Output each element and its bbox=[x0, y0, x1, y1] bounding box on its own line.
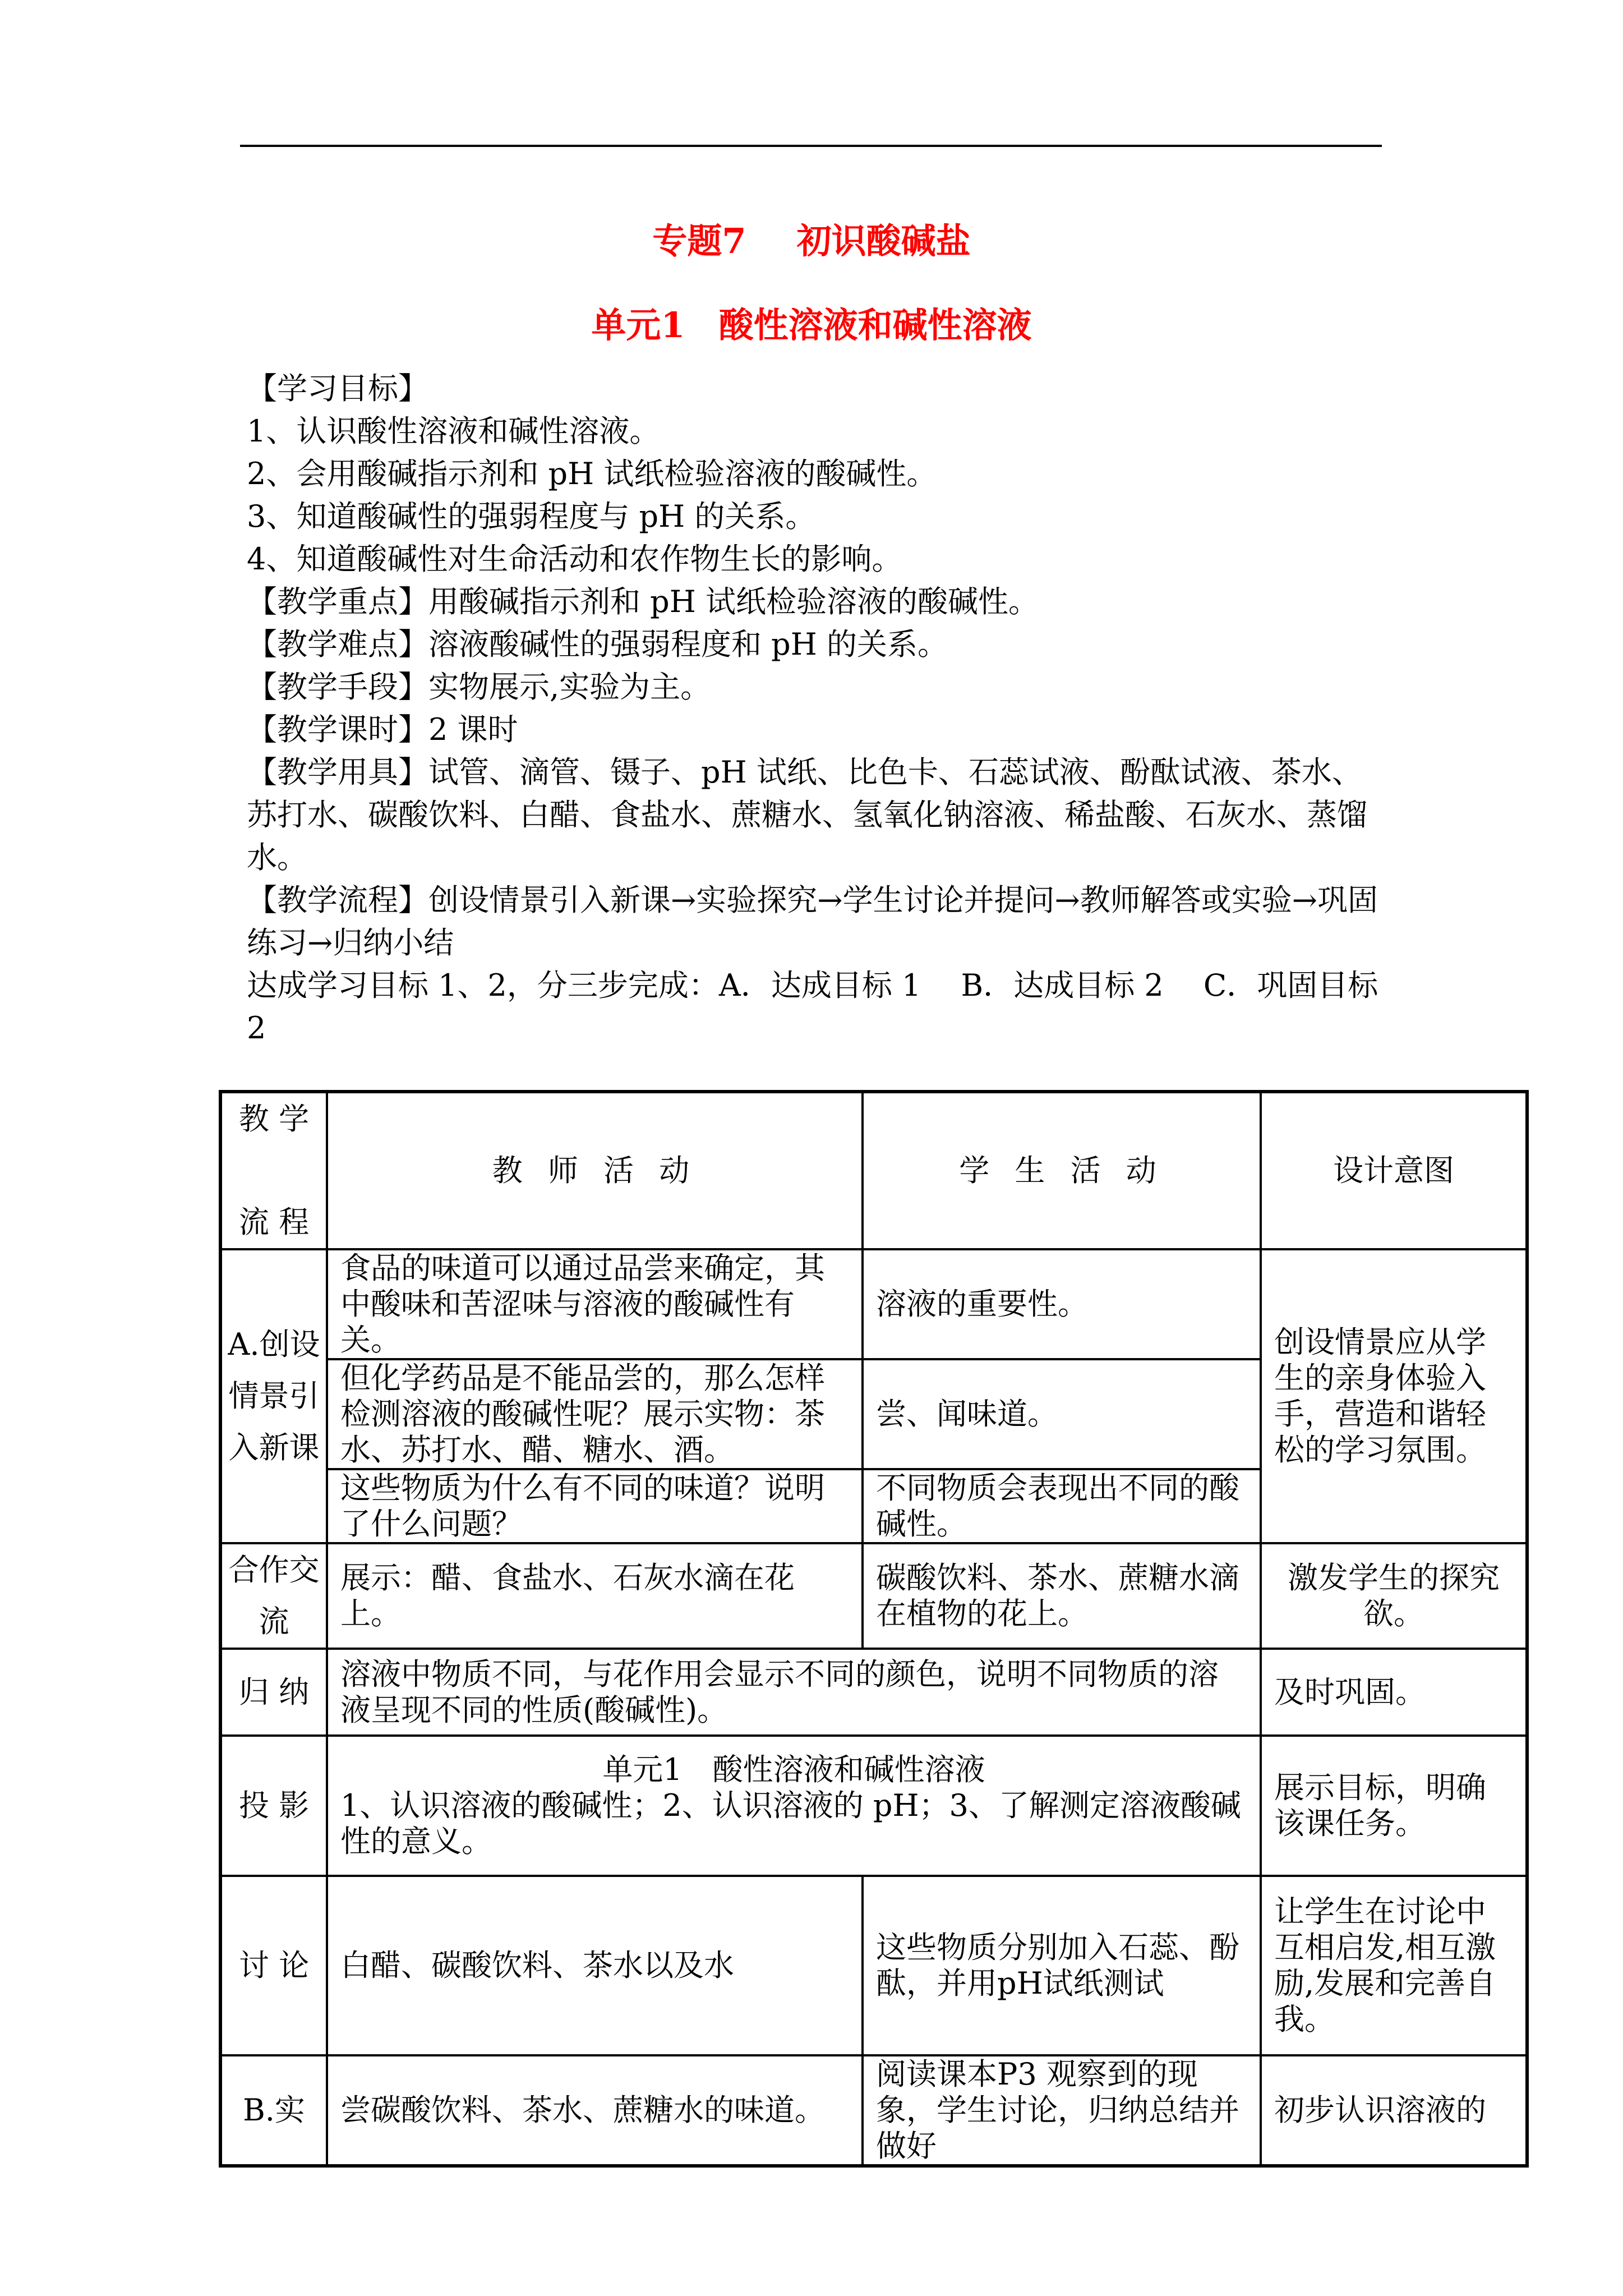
intro-line: 4、知道酸碱性对生命活动和农作物生长的影响。 bbox=[247, 541, 902, 577]
header-teacher: 教 师 活 动 bbox=[327, 1092, 863, 1249]
intro-line: 【教学重点】用酸碱指示剂和 pH 试纸检验溶液的酸碱性。 bbox=[247, 584, 1039, 619]
intro-line: 【教学用具】试管、滴管、镊子、pH 试纸、比色卡、石蕊试液、酚酞试液、茶水、苏打水、碳酸饮料、白醋、食盐水、蔗糖水、氢氧化钠溶液、稀盐酸、石灰水、蒸馏水。 bbox=[247, 754, 1367, 875]
student-cell: 尝、闻味道。 bbox=[863, 1359, 1261, 1469]
teacher-cell: 尝碳酸饮料、茶水、蔗糖水的味道。 bbox=[327, 2055, 863, 2166]
intro-line: 【教学课时】2 课时 bbox=[247, 712, 518, 747]
intent-cell: 让学生在讨论中互相启发,相互激励,发展和完善自我。 bbox=[1261, 1876, 1527, 2055]
header-rule bbox=[240, 145, 1382, 147]
teacher-cell: 展示：醋、食盐水、石灰水滴在花上。 bbox=[327, 1543, 863, 1649]
intro-line: 达成学习目标 1、2，分三步完成：A．达成目标 1 B．达成目标 2 C．巩固目标 2 bbox=[247, 968, 1378, 1046]
teacher-cell: 食品的味道可以通过品尝来确定，其中酸味和苦涩味与溶液的酸碱性有关。 bbox=[327, 1249, 863, 1359]
projection-text: 1、认识溶液的酸碱性；2、认识溶液的 pH；3、了解测定溶液酸碱性的意义。 bbox=[340, 1788, 1241, 1859]
intro-line: 【学习目标】 bbox=[247, 371, 428, 406]
stage-discussion: 讨 论 bbox=[220, 1876, 327, 2055]
unit-name: 酸性溶液和碱性溶液 bbox=[718, 305, 1032, 346]
header-stage: 教 学 流 程 bbox=[220, 1092, 327, 1249]
stage-coop: 合作交流 bbox=[220, 1543, 327, 1649]
topic-name: 初识酸碱盐 bbox=[796, 220, 971, 261]
projection-title: 单元1 酸性溶液和碱性溶液 bbox=[602, 1752, 985, 1787]
topic-title bbox=[0, 219, 1623, 264]
student-cell: 溶液的重要性。 bbox=[863, 1249, 1261, 1359]
table-row bbox=[220, 1649, 1527, 1736]
teacher-cell: 但化学药品是不能品尝的，那么怎样检测溶液的酸碱性呢？展示实物：茶水、苏打水、醋、糖水、酒。 bbox=[327, 1359, 863, 1469]
student-cell: 这些物质分别加入石蕊、酚酞，并用pH试纸测试 bbox=[863, 1876, 1261, 2055]
intent-cell: 展示目标，明确该课任务。 bbox=[1261, 1736, 1527, 1876]
intro-line: 1、认识酸性溶液和碱性溶液。 bbox=[247, 413, 660, 449]
stage-projection: 投 影 bbox=[220, 1736, 327, 1876]
stage-summary: 归 纳 bbox=[220, 1649, 327, 1736]
stage-b: B.实 bbox=[220, 2055, 327, 2166]
intro-line: 2、会用酸碱指示剂和 pH 试纸检验溶液的酸碱性。 bbox=[247, 456, 937, 491]
summary-cell: 溶液中物质不同，与花作用会显示不同的颜色，说明不同物质的溶液呈现不同的性质(酸碱性)。 bbox=[327, 1649, 1261, 1736]
header-intent: 设计意图 bbox=[1261, 1092, 1527, 1249]
projection-cell bbox=[327, 1736, 1261, 1876]
intent-cell: 激发学生的探究欲。 bbox=[1261, 1543, 1527, 1649]
intro-line: 3、知道酸碱性的强弱程度与 pH 的关系。 bbox=[247, 499, 816, 534]
teacher-cell: 这些物质为什么有不同的味道？说明了什么问题？ bbox=[327, 1469, 863, 1543]
intent-cell: 创设情景应从学生的亲身体验入手，营造和谐轻松的学习氛围。 bbox=[1261, 1249, 1527, 1543]
intent-cell: 及时巩固。 bbox=[1261, 1649, 1527, 1736]
table-row bbox=[220, 1876, 1527, 2055]
teacher-cell: 白醋、碳酸饮料、茶水以及水 bbox=[327, 1876, 863, 2055]
topic-number: 专题7 bbox=[652, 220, 746, 261]
intent-cell: 初步认识溶液的 bbox=[1261, 2055, 1527, 2166]
table-row bbox=[220, 1543, 1527, 1649]
stage-a: A.创设情景引入新课 bbox=[220, 1249, 327, 1543]
intro-line: 【教学流程】创设情景引入新课→实验探究→学生讨论并提问→教师解答或实验→巩固练习→归纳小结 bbox=[247, 882, 1378, 960]
lesson-plan-table bbox=[219, 1090, 1529, 2168]
intro-line: 【教学手段】实物展示,实验为主。 bbox=[247, 669, 711, 705]
intro-line: 【教学难点】溶液酸碱性的强弱程度和 pH 的关系。 bbox=[247, 627, 948, 662]
table-row bbox=[220, 2055, 1527, 2166]
student-cell: 阅读课本P3 观察到的现象，学生讨论，归纳总结并做好 bbox=[863, 2055, 1261, 2166]
unit-title bbox=[0, 303, 1623, 348]
student-cell: 不同物质会表现出不同的酸碱性。 bbox=[863, 1469, 1261, 1543]
table-row bbox=[220, 1736, 1527, 1876]
table-row bbox=[220, 1249, 1527, 1359]
header-student: 学 生 活 动 bbox=[863, 1092, 1261, 1249]
unit-number: 单元1 bbox=[591, 305, 685, 346]
table-header-row bbox=[220, 1092, 1527, 1249]
intro-section bbox=[247, 367, 1380, 1050]
student-cell: 碳酸饮料、茶水、蔗糖水滴在植物的花上。 bbox=[863, 1543, 1261, 1649]
